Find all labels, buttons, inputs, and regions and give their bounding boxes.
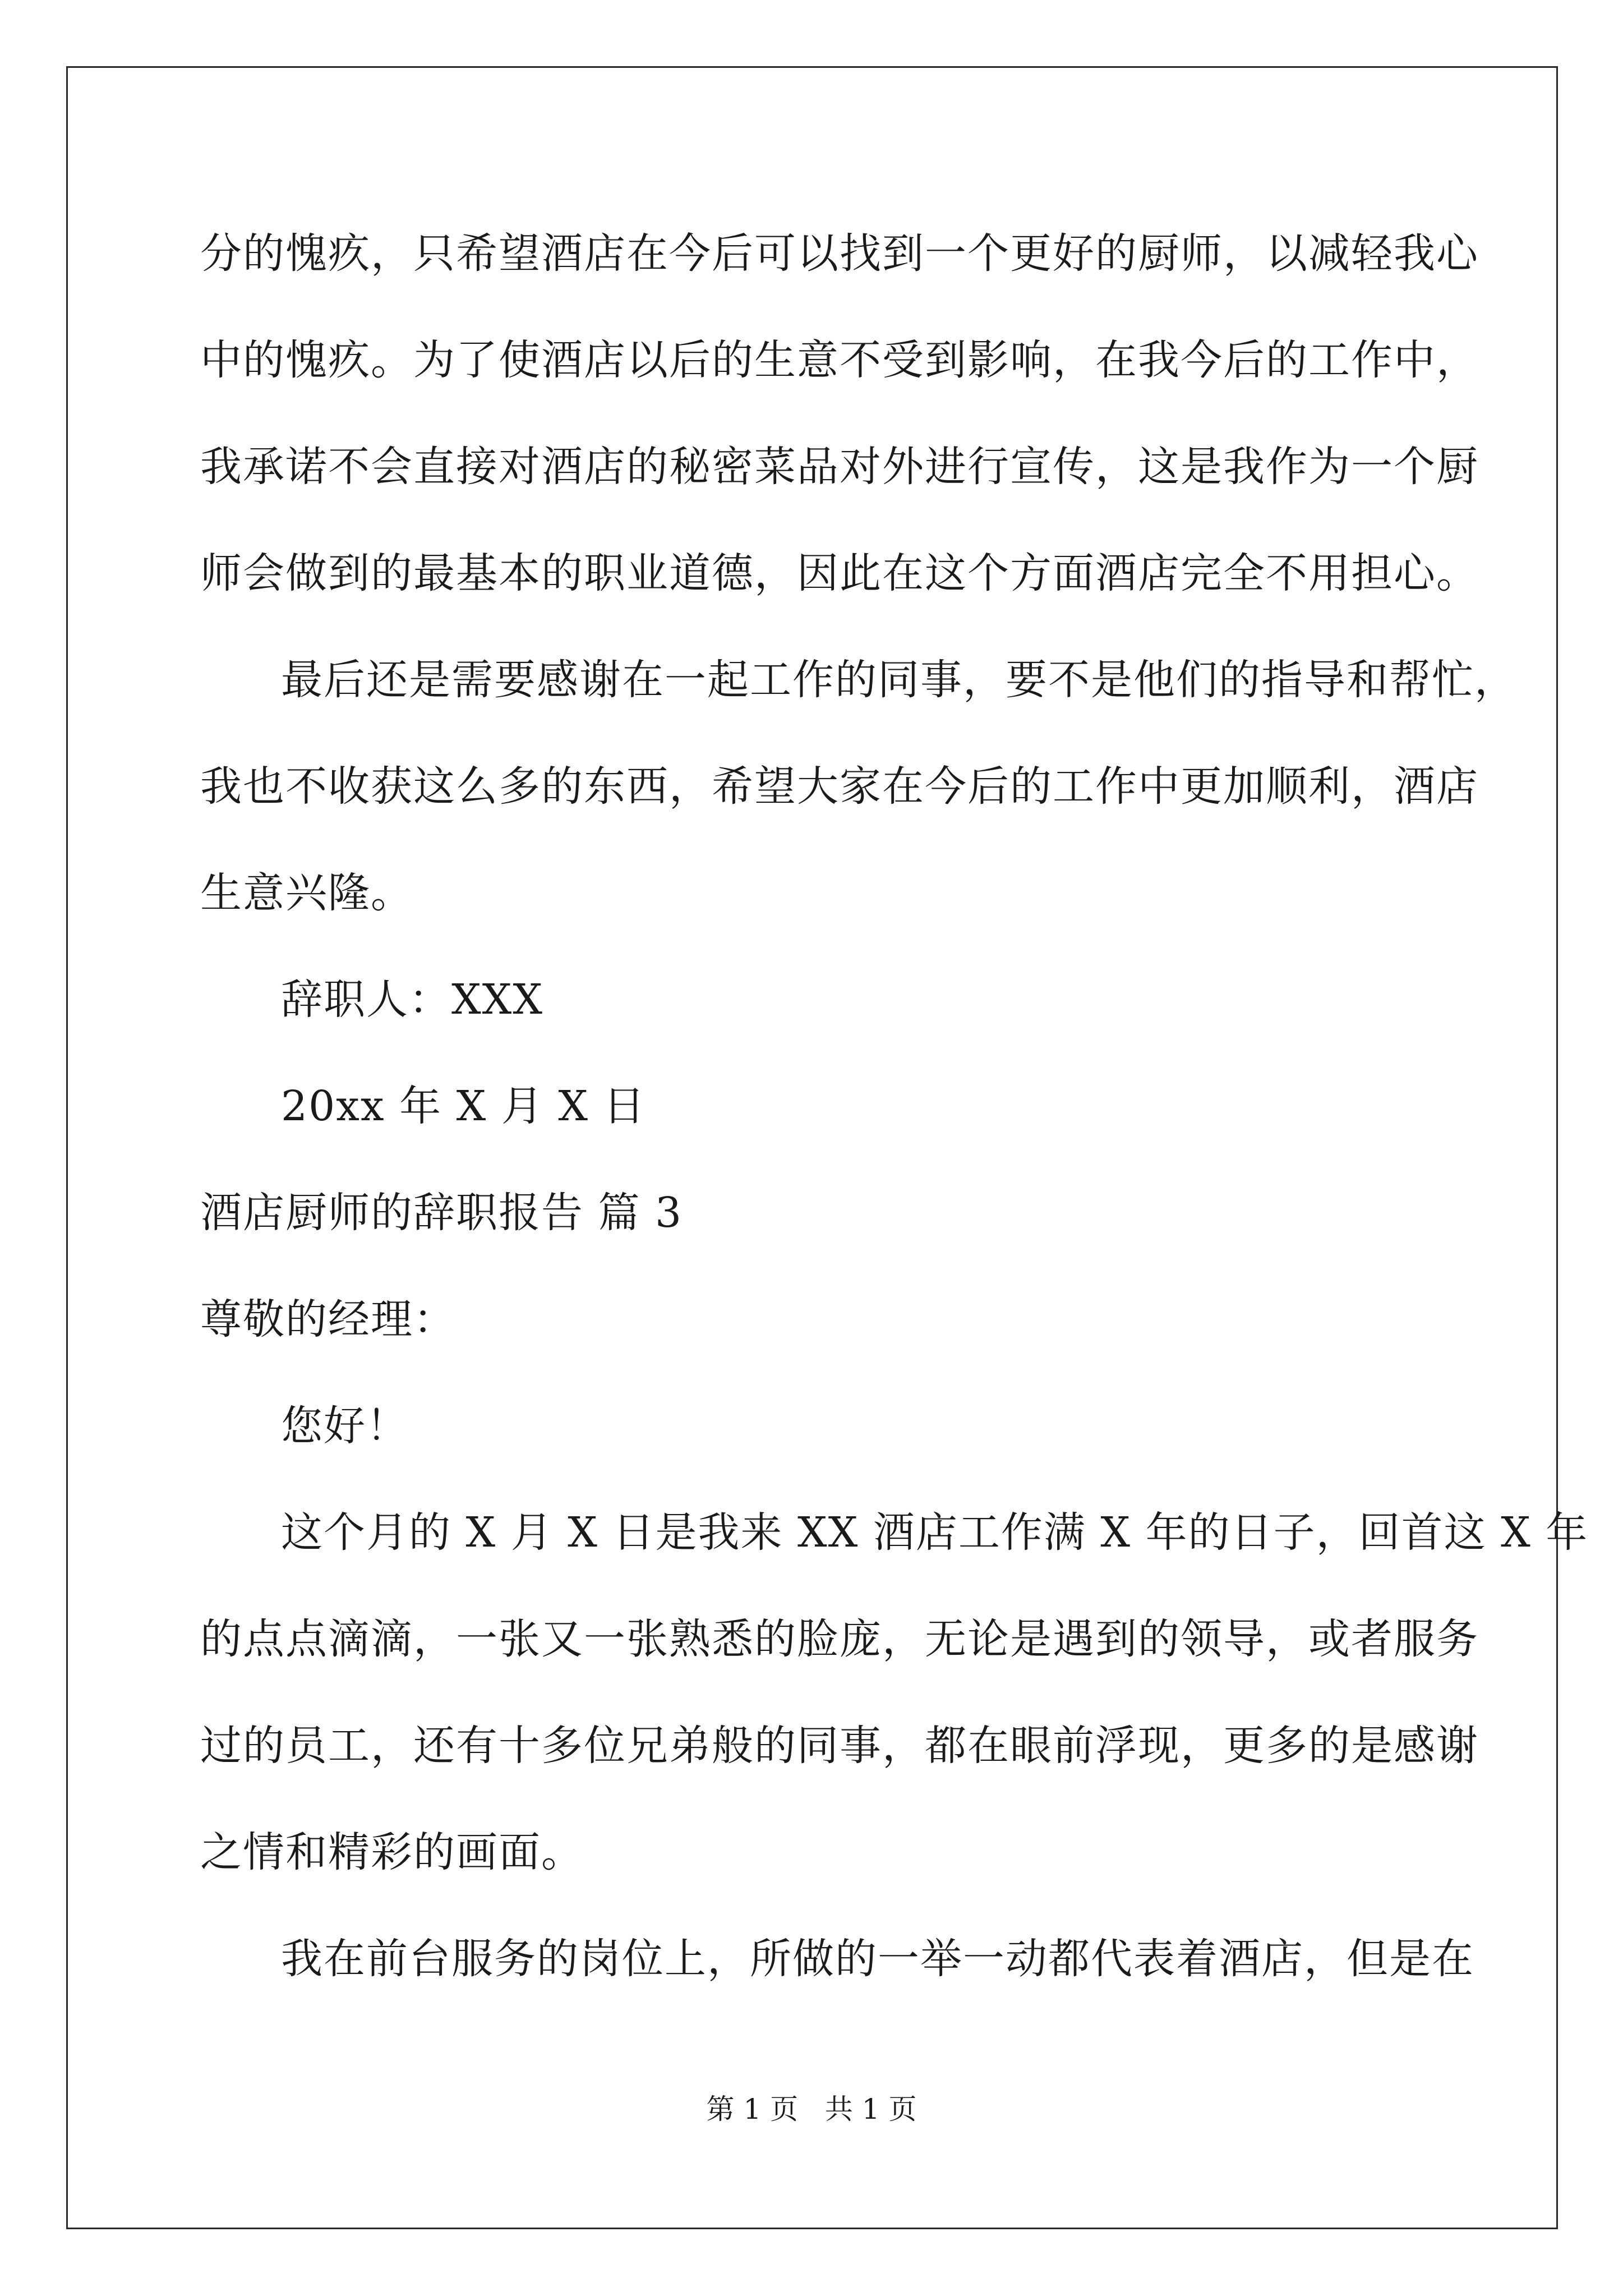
page-border bbox=[66, 66, 1558, 2229]
body-line: 生意兴隆。 bbox=[200, 869, 413, 917]
body-line: 我承诺不会直接对酒店的秘密菜品对外进行宣传，这是我作为一个厨 bbox=[200, 443, 1479, 491]
body-line: 最后还是需要感谢在一起工作的同事，要不是他们的指导和帮忙， bbox=[281, 656, 1517, 704]
body-line: 中的愧疚。为了使酒店以后的生意不受到影响，在我今后的工作中， bbox=[200, 336, 1479, 384]
body-line: 师会做到的最基本的职业道德，因此在这个方面酒店完全不用担心。 bbox=[200, 549, 1479, 597]
page-footer: 第 1 页 共 1 页 bbox=[706, 2093, 917, 2125]
body-line: 的点点滴滴，一张又一张熟悉的脸庞，无论是遇到的领导，或者服务 bbox=[200, 1615, 1479, 1663]
section-title: 酒店厨师的辞职报告 篇 3 bbox=[200, 1189, 683, 1237]
body-line: 过的员工，还有十多位兄弟般的同事，都在眼前浮现，更多的是感谢 bbox=[200, 1722, 1479, 1770]
date-line: 20xx 年 X 月 X 日 bbox=[281, 1082, 646, 1130]
greeting: 您好！ bbox=[281, 1402, 409, 1450]
signature-line: 辞职人：XXX bbox=[281, 976, 544, 1024]
salutation: 尊敬的经理： bbox=[200, 1295, 456, 1343]
body-line: 这个月的 X 月 X 日是我来 XX 酒店工作满 X 年的日子，回首这 X 年 bbox=[281, 1508, 1589, 1557]
body-line: 分的愧疚，只希望酒店在今后可以找到一个更好的厨师，以减轻我心 bbox=[200, 229, 1479, 278]
body-line: 我也不收获这么多的东西，希望大家在今后的工作中更加顺利，酒店 bbox=[200, 762, 1479, 811]
body-line: 之情和精彩的画面。 bbox=[200, 1828, 584, 1876]
body-line: 我在前台服务的岗位上，所做的一举一动都代表着酒店，但是在 bbox=[281, 1935, 1474, 1983]
